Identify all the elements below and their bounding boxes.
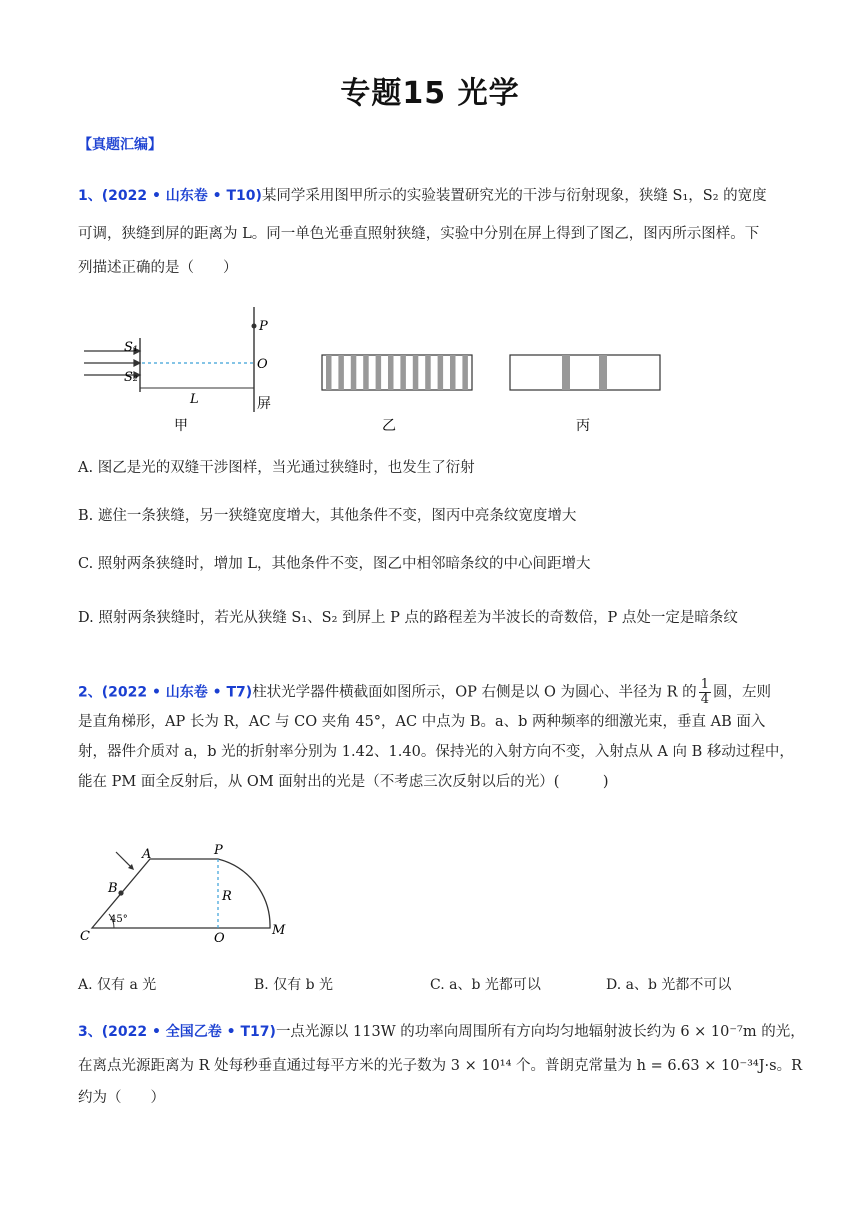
yi-fringe	[338, 355, 344, 390]
yi-fringe	[388, 355, 394, 390]
label-c: C	[80, 929, 90, 944]
caption-bing: 丙	[576, 418, 590, 434]
label-m: M	[272, 923, 286, 938]
q2-line-2: 是直角梯形，AP 长为 R，AC 与 CO 夹角 45°，AC 中点为 B。a、b 两种频率的细激光束，垂直 AB 面入	[78, 714, 766, 730]
q1-line-3: 列描述正确的是（ ）	[78, 260, 238, 276]
label-angle: 45°	[110, 914, 128, 925]
yi-fringe	[326, 355, 332, 390]
o-label: O	[257, 357, 268, 372]
q2-line-4: 能在 PM 面全反射后，从 OM 面射出的光是（不考虑三次反射以后的光）( )	[78, 774, 609, 790]
p-label: P	[259, 319, 268, 334]
label-a: A	[142, 847, 152, 862]
pattern-bing	[510, 355, 660, 390]
point-b	[118, 890, 123, 895]
q2-option-b: B. 仅有 b 光	[254, 977, 334, 993]
yi-fringe	[450, 355, 456, 390]
pattern-yi	[322, 355, 472, 390]
bing-dark-band-left	[562, 355, 570, 390]
q3-line-3: 约为（ ）	[78, 1090, 165, 1106]
page-title: 专题15 光学	[340, 76, 520, 111]
label-o: O	[214, 931, 225, 946]
quarter-fraction: $\frac{1}{4}$	[700, 677, 709, 707]
point-p	[252, 324, 257, 329]
q2-text-1a: 柱状光学器件横截面如图所示，	[252, 684, 456, 701]
q3-label: 3、(2022 • 全国乙卷 • T17)	[78, 1024, 276, 1040]
section-heading: 【真题汇编】	[78, 137, 162, 153]
q2-text-1c: 圆，左则	[712, 684, 771, 701]
yi-fringe	[400, 355, 406, 390]
l-label: L	[190, 392, 199, 407]
s2-label: S₂	[124, 370, 139, 385]
q3-text-1: 一点光源以 113W 的功率向周围所有方向均匀地辐射波长约为 6 × 10⁻⁷m 的光，	[275, 1024, 805, 1040]
q1-line-1	[78, 186, 767, 206]
s1-label: S₁	[124, 340, 139, 355]
yi-fringe	[363, 355, 369, 390]
yi-fringe	[462, 355, 468, 390]
yi-fringe	[438, 355, 444, 390]
incident-ray	[116, 852, 132, 868]
label-b: B	[108, 881, 118, 896]
q1-text-1: 某同学采用图甲所示的实验装置研究光的干涉与衍射现象，狭缝 S₁，S₂ 的宽度	[261, 188, 767, 204]
q2-label: 2、(2022 • 山东卷 • T7)	[78, 684, 253, 701]
yi-fringe	[425, 355, 431, 390]
q2-line-3: 射，器件介质对 a，b 光的折射率分别为 1.42、1.40。保持光的入射方向不变，入射点从 A 向 B 移动过程中，	[78, 744, 794, 760]
screen-label: 屏	[257, 396, 271, 412]
label-p: P	[214, 843, 223, 858]
q3-line-1	[78, 1022, 805, 1042]
q1-line-2: 可调，狭缝到屏的距离为 L。同一单色光垂直照射狭缝，实验中分别在屏上得到了图乙，图丙所示图样。下	[78, 226, 760, 242]
q1-figure	[76, 302, 676, 442]
bing-dark-band-right	[599, 355, 607, 390]
q2-text-1b: OP 右侧是以 O 为圆心、半径为 R 的	[455, 684, 697, 701]
yi-fringe	[376, 355, 382, 390]
q2-option-c: C. a、b 光都可以	[430, 977, 541, 993]
q1-option-d: D. 照射两条狭缝时，若光从狭缝 S₁、S₂ 到屏上 P 点的路程差为半波长的奇数倍，P 点处一定是暗条纹	[78, 610, 738, 626]
q2-figure	[76, 838, 306, 958]
q2-option-d: D. a、b 光都不可以	[606, 977, 732, 993]
q1-option-c: C. 照射两条狭缝时，增加 L，其他条件不变，图乙中相邻暗条纹的中心间距增大	[78, 556, 591, 572]
q1-label: 1、(2022 • 山东卷 • T10)	[78, 188, 262, 204]
label-r: R	[222, 889, 232, 904]
q2-line-1	[78, 678, 771, 707]
q1-option-b: B. 遮住一条狭缝，另一狭缝宽度增大，其他条件不变，图丙中亮条纹宽度增大	[78, 508, 577, 524]
caption-jia: 甲	[174, 418, 188, 434]
yi-fringe	[351, 355, 357, 390]
yi-fringe	[413, 355, 419, 390]
q1-option-a: A. 图乙是光的双缝干涉图样，当光通过狭缝时，也发生了衍射	[78, 460, 475, 476]
q3-line-2: 在离点光源距离为 R 处每秒垂直通过每平方米的光子数为 3 × 10¹⁴ 个。普朗克常量为 h = 6.63 × 10⁻³⁴J·s。R	[78, 1058, 802, 1074]
q2-option-a: A. 仅有 a 光	[78, 977, 157, 993]
caption-yi: 乙	[382, 418, 396, 434]
